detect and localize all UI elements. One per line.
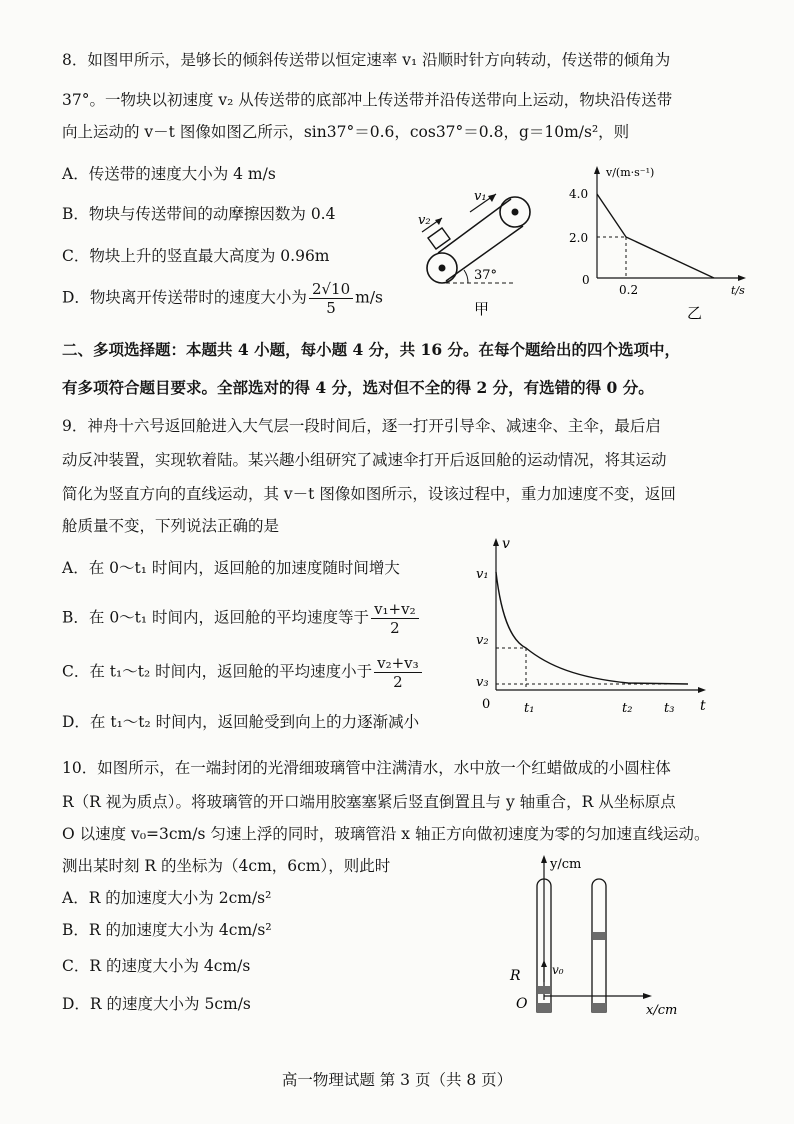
q8-option-d-numerator: 2√10 (309, 280, 353, 299)
q8-figure-jia (408, 182, 558, 322)
q8-option-b: B．物块与传送带间的动摩擦因数为 0.4 (62, 205, 336, 223)
q9-origin-label: 0 (482, 697, 491, 712)
tube-1-wax-block (538, 986, 550, 994)
q9-t1-label: t₁ (524, 701, 535, 716)
q9-option-c-fraction (374, 654, 422, 691)
tube-2-stopper (592, 1003, 606, 1012)
q8-option-d-fraction (309, 280, 353, 317)
q9-option-b-text: B．在 0～t₁ 时间内，返回舱的平均速度等于 (62, 608, 370, 627)
q10-stem-line4: 测出某时刻 R 的坐标为（4cm，6cm），则此时 (62, 857, 391, 875)
figure-jia-label: 甲 (474, 300, 490, 318)
q9-option-b-denominator: 2 (390, 619, 400, 637)
q8-option-d-text: D．物块离开传送带时的速度大小为 (62, 288, 307, 307)
yi-y-tick-2: 2.0 (569, 231, 589, 245)
q8-stem-line2: 37°。一物块以初速度 v₂ 从传送带的底部冲上传送带并沿传送带向上运动，物块沿传送带 (62, 91, 673, 109)
q9-option-c (62, 654, 424, 691)
q10-origin-label: O (516, 996, 528, 1012)
q8-option-d-unit: m/s (355, 288, 384, 307)
q9-vt-curve (496, 572, 688, 684)
q9-t-axis-arrow (698, 687, 706, 693)
q10-stem-line2: R（R 视为质点）。将玻璃管的开口端用胶塞塞紧后竖直倒置且与 y 轴重合，R 从坐标原点 (62, 793, 676, 811)
q10-x-label: x/cm (646, 1003, 678, 1018)
q10-x-axis-arrow (643, 993, 652, 999)
yi-x-tick-0.2: 0.2 (619, 283, 639, 297)
q8-option-c: C．物块上升的竖直最大高度为 0.96m (62, 247, 330, 265)
figure-yi-label: 乙 (687, 304, 703, 322)
q10-option-a: A．R 的加速度大小为 2cm/s² (62, 889, 272, 907)
angle-arc (464, 270, 468, 283)
q10-option-d: D．R 的速度大小为 5cm/s (62, 995, 251, 1013)
yi-y-label: v/(m·s⁻¹) (606, 166, 655, 179)
q8-figure-yi (564, 158, 754, 328)
q9-v2-label: v₂ (476, 633, 489, 648)
q9-stem-line1: 9．神舟十六号返回舱进入大气层一段时间后，逐一打开引导伞、减速伞、主伞，最后启 (62, 417, 661, 435)
q10-stem-line3: O 以速度 v₀=3cm/s 匀速上浮的同时，玻璃管沿 x 轴正方向做初速度为零的匀加速直线运动。 (62, 825, 710, 843)
v1-label: v₁ (474, 189, 487, 204)
angle-label: 37° (474, 268, 498, 283)
q9-option-b-fraction (371, 600, 419, 637)
q9-option-c-denominator: 2 (393, 673, 403, 691)
q9-t-label: t (700, 698, 706, 714)
page-footer: 高一物理试题 第 3 页（共 8 页） (281, 1071, 513, 1089)
yi-origin-label: 0 (582, 273, 590, 287)
q9-option-c-text: C．在 t₁～t₂ 时间内，返回舱的平均速度小于 (62, 662, 373, 681)
tube-2-wax-block (593, 932, 605, 940)
q9-t3-label: t₃ (664, 701, 675, 716)
q10-v0-label: v₀ (552, 963, 564, 977)
yi-y-tick-4: 4.0 (569, 187, 589, 201)
q8-option-d (62, 280, 383, 317)
lower-pulley-axle (439, 265, 446, 272)
q10-R-label: R (510, 968, 521, 984)
v2-label: v₂ (418, 213, 431, 228)
yi-x-axis-arrow (738, 275, 746, 281)
q9-v3-label: v₃ (476, 675, 489, 690)
q10-y-axis-arrow (541, 855, 547, 863)
q9-option-a: A．在 0～t₁ 时间内，返回舱的加速度随时间增大 (62, 559, 400, 577)
q9-vt-graph (468, 534, 714, 722)
section2-heading-line1: 二、多项选择题：本题共 4 小题，每小题 4 分，共 16 分。在每个题给出的四个选项中， (62, 340, 681, 359)
section2-heading-line2: 有多项符合题目要求。全部选对的得 4 分，选对但不全的得 2 分，有选错的得 0 分。 (62, 378, 654, 397)
yi-x-label: t/s (731, 284, 745, 297)
q10-option-c: C．R 的速度大小为 4cm/s (62, 957, 251, 975)
tube-1-stopper (537, 1003, 551, 1012)
q10-y-label: y/cm (550, 857, 582, 872)
q10-option-b: B．R 的加速度大小为 4cm/s² (62, 921, 272, 939)
q10-figure (506, 850, 706, 1022)
q10-stem-line1: 10．如图所示，在一端封闭的光滑细玻璃管中注满清水，水中放一个红蜡做成的小圆柱体 (62, 759, 671, 777)
q8-stem-line1: 8．如图甲所示，是够长的倾斜传送带以恒定速率 v₁ 沿顺时针方向转动，传送带的倾角为 (62, 51, 671, 69)
q9-v-label: v (502, 536, 510, 552)
q10-v0-arrowhead (541, 960, 547, 967)
q9-option-b (62, 600, 421, 637)
q9-stem-line3: 简化为竖直方向的直线运动，其 v－t 图像如图所示，设该过程中，重力加速度不变，返回 (62, 485, 676, 503)
yi-y-axis-arrow (594, 166, 600, 174)
q9-v1-label: v₁ (476, 567, 489, 582)
q8-option-a: A．传送带的速度大小为 4 m/s (62, 165, 276, 183)
q9-stem-line2: 动反冲装置，实现软着陆。某兴趣小组研究了减速伞打开后返回舱的运动情况，将其运动 (62, 451, 667, 469)
q8-stem-line3: 向上运动的 v－t 图像如图乙所示，sin37°＝0.6，cos37°＝0.8，g＝10m/s²，则 (62, 123, 630, 141)
q9-t2-label: t₂ (622, 701, 633, 716)
upper-pulley-axle (512, 209, 519, 216)
yi-vt-line (597, 194, 714, 278)
q9-option-b-numerator: v₁+v₂ (371, 600, 419, 619)
q8-option-d-denominator: 5 (326, 299, 336, 317)
q9-v-axis-arrow (493, 538, 499, 546)
q9-option-c-numerator: v₂+v₃ (374, 654, 422, 673)
q9-option-d: D．在 t₁～t₂ 时间内，返回舱受到向上的力逐渐减小 (62, 713, 420, 731)
tube-2 (592, 879, 606, 1012)
q9-stem-line4: 舱质量不变，下列说法正确的是 (62, 517, 280, 535)
